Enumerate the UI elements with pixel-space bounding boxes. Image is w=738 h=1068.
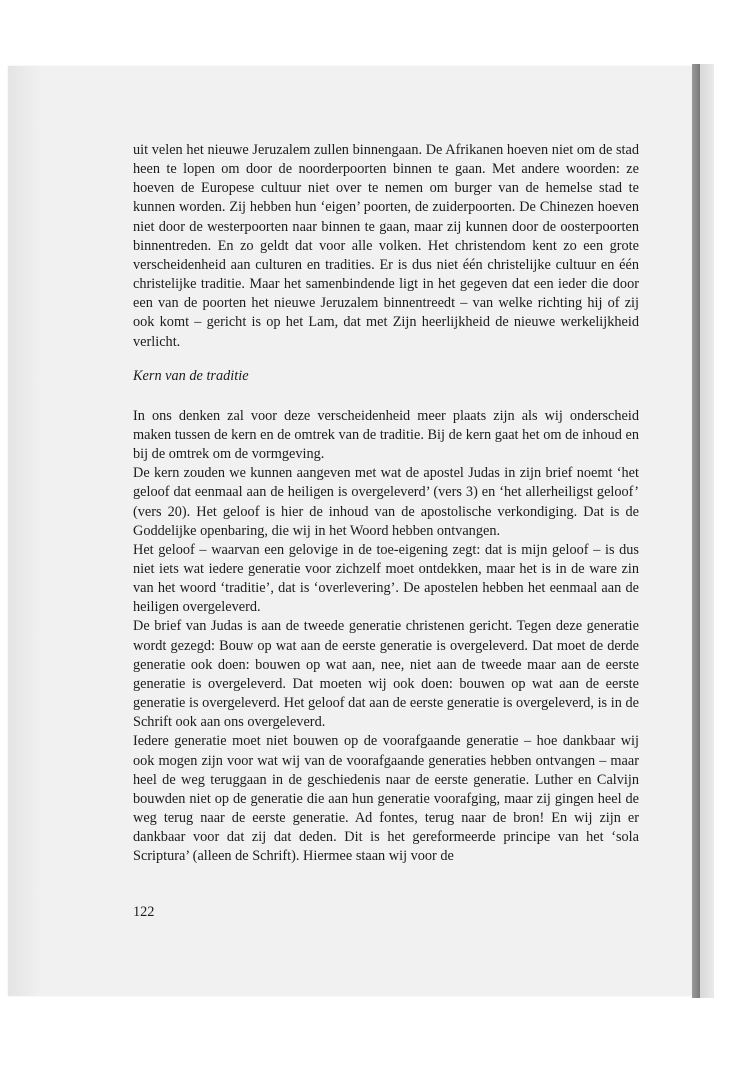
paragraph-kern-5: Iedere generatie moet niet bouwen op de voorafgaande generatie – hoe dankbaar wij ook mogen zijn voor wat wij van de voorafgaande generaties hebben ontvangen – maar heel de weg teruggaan in de geschiedenis naar de eerste generatie. Luther en Calvijn bouwden niet op de generatie die aan hun generatie voorafging, maar zij gingen heel de weg terug naar de eerste generatie. Ad fontes, terug naar de bron! En wij zijn er dankbaar voor dat zij dat deden. Dit is het gereformeerde principe van het ‘sola Scriptura’ (alleen de Schrift). Hiermee staan wij voor de [133, 733, 639, 865]
book-spine-shadow [692, 64, 700, 998]
body-text [133, 141, 639, 866]
paragraph-kern-2: De kern zouden we kunnen aangeven met wat de apostel Judas in zijn brief noemt ‘het geloof dat eenmaal aan de heiligen is overgeleverd’ (vers 3) en ‘het allerheiligst geloof’ (vers 20). Het geloof is hier de inhoud van de apostolische verkondiging. Dat is de Goddelijke openbaring, die wij in het Woord hebben ontvangen. [133, 465, 639, 539]
page-number: 122 [133, 904, 155, 920]
page-left-edge [8, 66, 42, 996]
paragraph-intro: uit velen het nieuwe Jeruzalem zullen binnengaan. De Afrikanen hoeven niet om de stad heen te lopen om door de noorderpoorten binnen te gaan. Met andere woorden: ze hoeven de Europese cultuur niet over te nemen om burger van de hemelse stad te kunnen worden. Zij hebben hun ‘eigen’ poorten, de zuiderpoorten. De Chinezen hoeven niet door de westerpoorten naar binnen te gaan, maar zij kunnen door de oosterpoorten binnentreden. En zo geldt dat voor alle volken. Het christendom kent zo een grote verscheidenheid aan culturen en tradities. Er is dus niet één christelijke cultuur en één christelijke traditie. Maar het samenbindende ligt in het gegeven dat een ieder die door een van de poorten het nieuwe Jeruzalem binnentreedt – van welke richting hij of zij ook komt – gericht is op het Lam, dat met Zijn heerlijkheid de nieuwe werkelijkheid verlicht. [133, 142, 639, 350]
paragraph-kern-3: Het geloof – waarvan een gelovige in de toe-eigening zegt: dat is mijn geloof – is dus niet iets wat iedere generatie voor zichzelf moet ontdekken, maar het is in de ware zin van het woord ‘traditie’, dat is ‘overlevering’. De apostelen hebben het eenmaal aan de heiligen overgeleverd. [133, 541, 639, 616]
paragraph-kern-4: De brief van Judas is aan de tweede generatie christenen gericht. Tegen deze generatie wordt gezegd: Bouw op wat aan de eerste generatie is overgeleverd. Dat moet de derde generatie ook doen: bouwen op wat aan, nee, niet aan de tweede maar aan de eerste generatie is overgeleverd. Dat moeten wij ook doen: bouwen op wat aan de eerste generatie is overgeleverd. Het geloof dat aan de eerste generatie is overgeleverd, is in de Schrift ook aan ons overgeleverd. [133, 618, 639, 731]
paragraph-kern-1: In ons denken zal voor deze verscheidenheid meer plaats zijn als wij onderscheid maken tussen de kern en de omtrek van de traditie. Bij de kern gaat het om de inhoud en bij de omtrek om de vormgeving. [133, 407, 639, 463]
section-heading: Kern van de traditie [133, 367, 249, 384]
book-spine-edge [700, 64, 714, 998]
